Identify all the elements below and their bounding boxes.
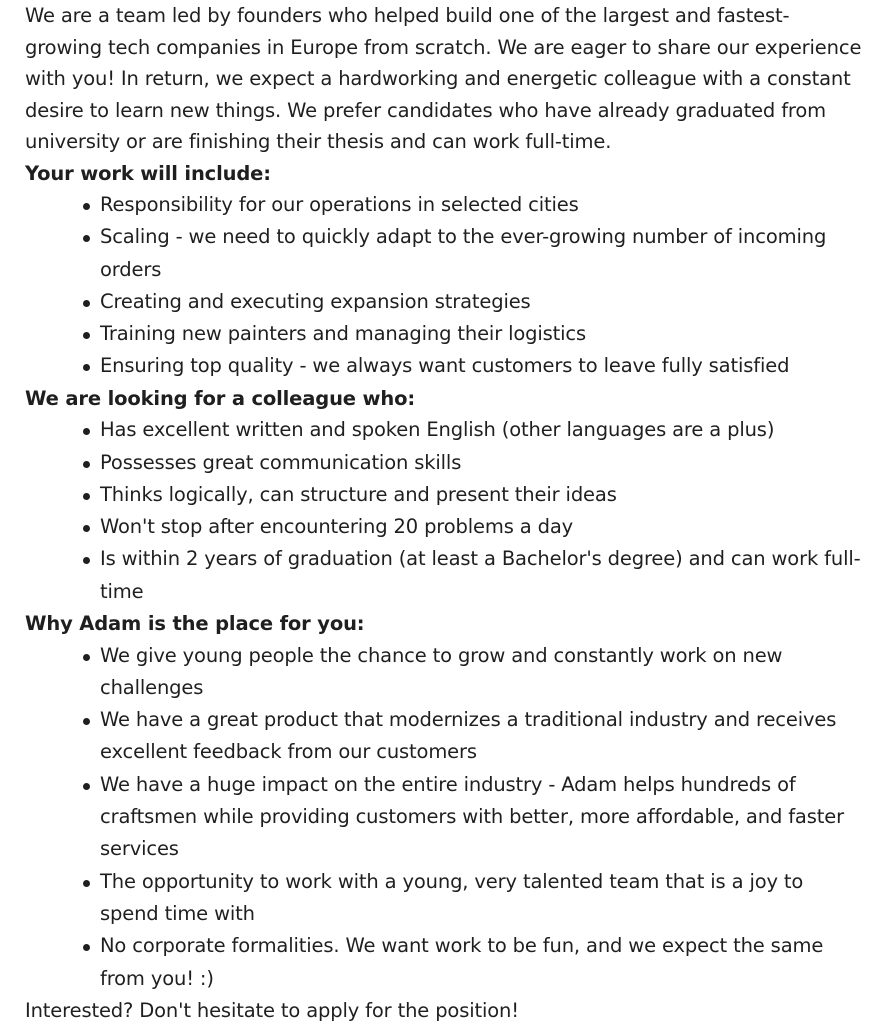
- bullet-list: [25, 640, 864, 995]
- list-item: Ensuring top quality - we always want customers to leave fully satisfied: [100, 350, 864, 382]
- list-item: Responsibility for our operations in selected cities: [100, 189, 864, 221]
- bullet-list: [25, 189, 864, 383]
- bullet-list: [25, 414, 864, 608]
- list-item: The opportunity to work with a young, very talented team that is a joy to spend time with: [100, 866, 864, 931]
- list-item: Thinks logically, can structure and present their ideas: [100, 479, 864, 511]
- list-item: Won't stop after encountering 20 problems a day: [100, 511, 864, 543]
- section-benefits: [25, 608, 864, 995]
- list-item: Has excellent written and spoken English (other languages are a plus): [100, 414, 864, 446]
- list-item: We have a huge impact on the entire industry - Adam helps hundreds of craftsmen while providing customers with better, more affordable, and faster services: [100, 769, 864, 866]
- section-heading: Your work will include:: [25, 161, 271, 185]
- section-requirements: [25, 383, 864, 608]
- list-item: Is within 2 years of graduation (at least a Bachelor's degree) and can work full-time: [100, 543, 864, 608]
- section-responsibilities: [25, 158, 864, 383]
- section-heading: We are looking for a colleague who:: [25, 386, 416, 410]
- list-item: Training new painters and managing their logistics: [100, 318, 864, 350]
- list-item: We give young people the chance to grow and constantly work on new challenges: [100, 640, 864, 705]
- list-item: Creating and executing expansion strategies: [100, 286, 864, 318]
- list-item: Possesses great communication skills: [100, 447, 864, 479]
- list-item: We have a great product that modernizes a traditional industry and receives excellent feedback from our customers: [100, 704, 864, 769]
- list-item: No corporate formalities. We want work to be fun, and we expect the same from you! :): [100, 930, 864, 995]
- list-item: Scaling - we need to quickly adapt to the ever-growing number of incoming orders: [100, 221, 864, 286]
- intro-paragraph: We are a team led by founders who helped build one of the largest and fastest-growing tech companies in Europe from scratch. We are eager to share our experience with you! In return, we expect a hardworking and energetic colleague with a constant desire to learn new things. We prefer candidates who have already graduated from university or are finishing their thesis and can work full-time.: [25, 4, 862, 153]
- section-heading: Why Adam is the place for you:: [25, 612, 365, 636]
- closing-call-to-action: Interested? Don't hesitate to apply for the position!: [25, 998, 519, 1022]
